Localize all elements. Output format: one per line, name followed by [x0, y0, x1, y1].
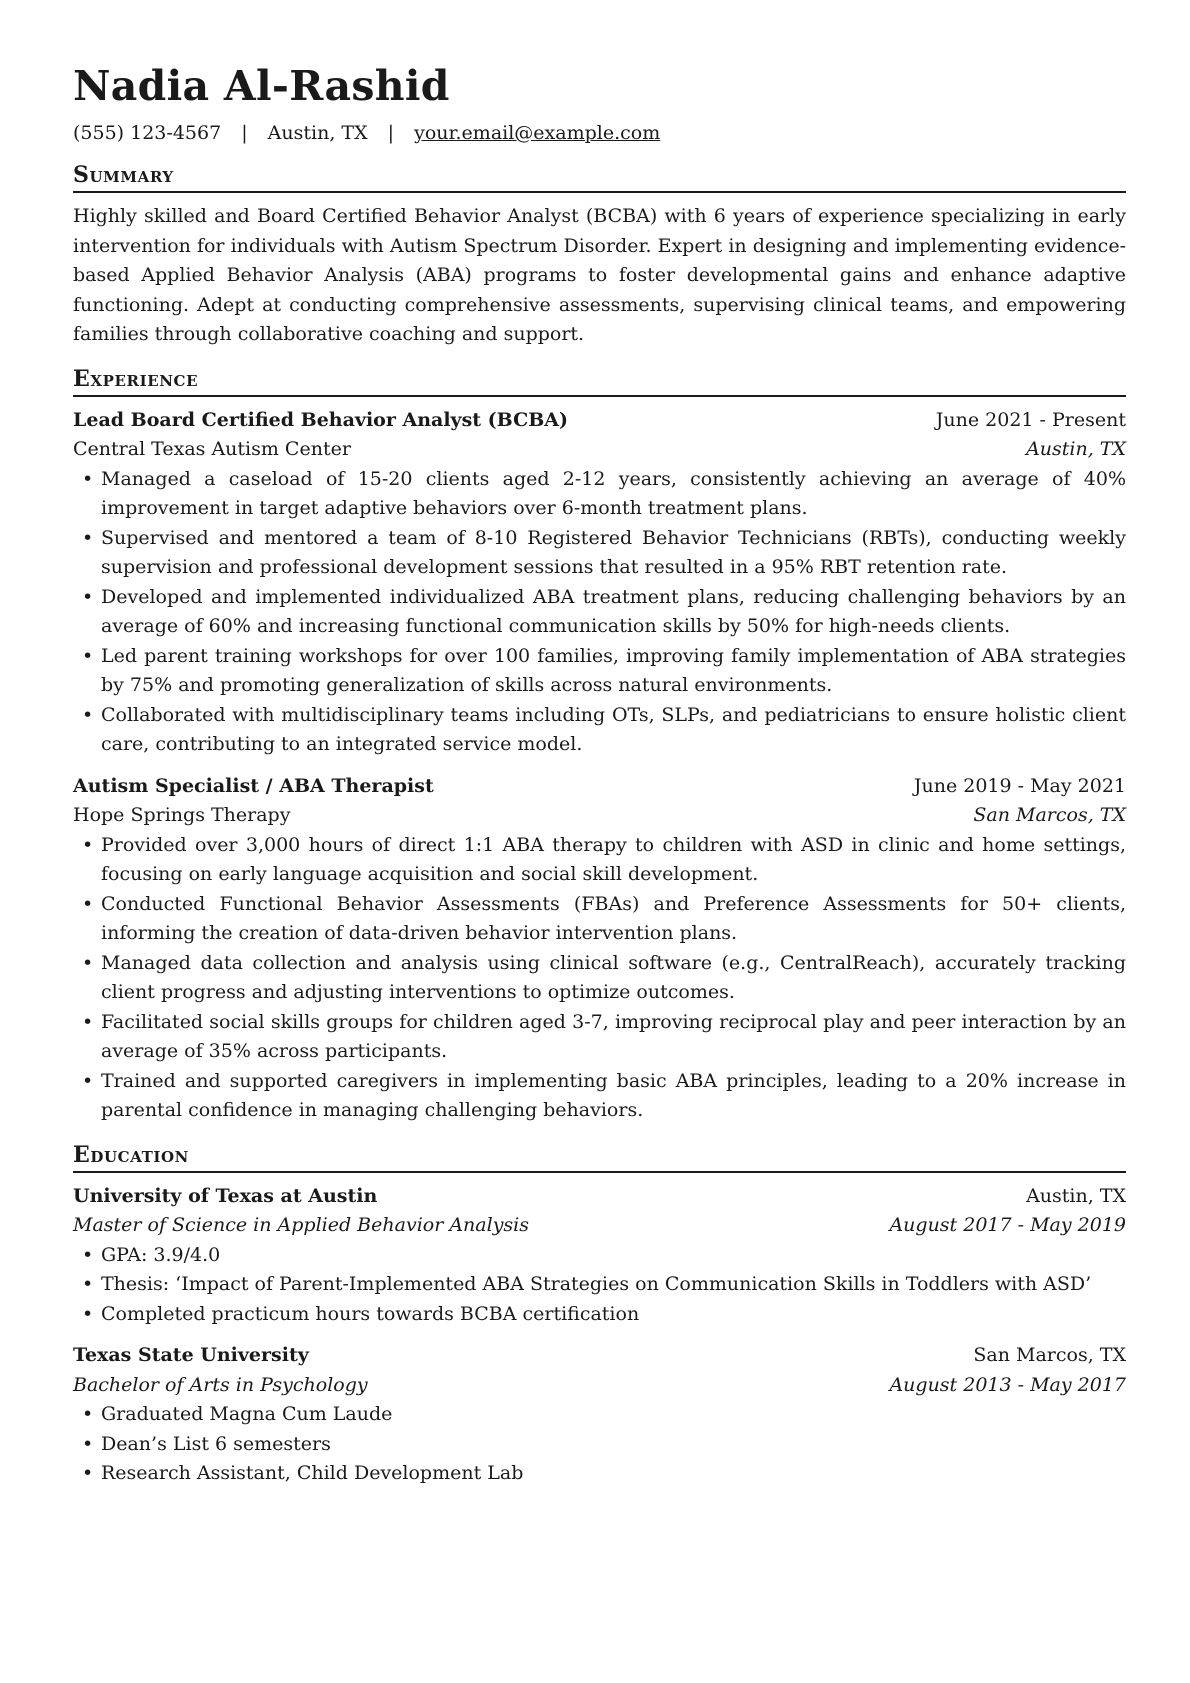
section-title-education: Education — [73, 1141, 1126, 1173]
section-title-summary: Summary — [73, 161, 1126, 193]
job-dates: June 2021 - Present — [935, 408, 1126, 431]
bullet-item — [73, 1459, 1126, 1489]
bullet-text: Research Assistant, Child Development Lab — [101, 1462, 524, 1484]
summary-text: Highly skilled and Board Certified Behavior Analyst (BCBA) with 6 years of experience specializing in early intervention for individuals with Autism Spectrum Disorder. Expert in designing and implementing evidence-based Applied Behavior Analysis (ABA) programs to foster developmental gains and enhance adaptive functioning. Adept at conducting comprehensive assessments, supervising clinical teams, and empowering families through collaborative coaching and support. — [73, 205, 1126, 345]
candidate-name: Nadia Al-Rashid — [73, 62, 450, 110]
bullet-item — [73, 1400, 1126, 1430]
location: Austin, TX — [267, 122, 368, 144]
company-name: Hope Springs Therapy — [73, 804, 291, 826]
bullet-dot-icon: • — [82, 1403, 94, 1425]
bullet-text: Managed data collection and analysis using clinical software (e.g., CentralReach), accurately tracking client progress and adjusting interventions to optimize outcomes. — [101, 951, 1126, 1003]
experience-section — [73, 365, 1126, 1126]
bullet-dot-icon: • — [82, 1432, 94, 1455]
education-bullets — [73, 1241, 1126, 1330]
job-title: Autism Specialist / ABA Therapist — [73, 774, 434, 797]
school-location: Austin, TX — [1026, 1184, 1126, 1207]
bullet-item — [73, 1067, 1126, 1126]
bullet-dot-icon: • — [82, 1010, 94, 1033]
bullet-item — [73, 1430, 1126, 1460]
resume-content — [73, 62, 1126, 1489]
bullet-text: Dean’s List 6 semesters — [101, 1432, 331, 1455]
bullet-text: Thesis: ‘Impact of Parent-Implemented ABA Strategies on Communication Skills in Toddlers with ASD’ — [101, 1273, 1092, 1295]
bullet-item — [73, 1241, 1126, 1271]
job-company-row — [73, 801, 1126, 831]
bullet-item — [73, 524, 1126, 583]
bullet-dot-icon: • — [82, 467, 94, 490]
bullet-item — [73, 583, 1126, 642]
bullet-dot-icon: • — [82, 1069, 94, 1092]
school-location: San Marcos, TX — [973, 1344, 1126, 1366]
company-name: Central Texas Autism Center — [73, 438, 351, 460]
job-bullets — [73, 831, 1126, 1126]
contact-separator: | — [241, 122, 248, 144]
job-location: San Marcos, TX — [973, 804, 1126, 826]
bullet-dot-icon: • — [82, 644, 94, 667]
education-section — [73, 1141, 1126, 1489]
section-title-experience: Experience — [73, 365, 1126, 397]
bullet-text: Managed a caseload of 15-20 clients aged 2-12 years, consistently achieving an average of 40% improvement in target adaptive behaviors over 6-month treatment plans. — [101, 467, 1126, 519]
bullet-dot-icon: • — [82, 892, 94, 915]
bullet-text: Trained and supported caregivers in implementing basic ABA principles, leading to a 20% increase in parental confidence in managing challenging behaviors. — [101, 1069, 1126, 1121]
degree-name: Bachelor of Arts in Psychology — [73, 1373, 368, 1396]
job-title: Lead Board Certified Behavior Analyst (BCBA) — [73, 408, 568, 431]
bullet-text: Graduated Magna Cum Laude — [101, 1403, 393, 1425]
bullet-text: Provided over 3,000 hours of direct 1:1 ABA therapy to children with ASD in clinic and home settings, focusing on early language acquisition and social skill development. — [101, 833, 1126, 885]
bullet-dot-icon: • — [82, 585, 94, 608]
bullet-dot-icon: • — [82, 1462, 94, 1484]
bullet-dot-icon: • — [82, 526, 94, 549]
degree-dates: August 2013 - May 2017 — [889, 1373, 1126, 1396]
job-location: Austin, TX — [1026, 438, 1126, 460]
bullet-dot-icon: • — [82, 951, 94, 974]
bullet-dot-icon: • — [82, 1302, 94, 1325]
contact-separator: | — [387, 122, 395, 144]
bullet-item — [73, 1300, 1126, 1330]
bullet-text: Led parent training workshops for over 100 families, improving family implementation of ABA strategies by 75% and promoting generalization of skills across natural environments. — [101, 644, 1126, 696]
bullet-item — [73, 1008, 1126, 1067]
bullet-text: Completed practicum hours towards BCBA certification — [101, 1302, 640, 1325]
bullet-item — [73, 1270, 1126, 1300]
bullet-item — [73, 642, 1126, 701]
school-name: Texas State University — [73, 1344, 309, 1366]
bullet-dot-icon: • — [82, 1273, 94, 1295]
school-header-row — [73, 1341, 1126, 1371]
job-bullets — [73, 465, 1126, 760]
degree-row — [73, 1211, 1126, 1241]
bullet-dot-icon: • — [82, 703, 94, 726]
job-entry — [73, 772, 1126, 1126]
bullet-text: Supervised and mentored a team of 8-10 Registered Behavior Technicians (RBTs), conducting weekly supervision and professional development sessions that resulted in a 95% RBT retention rate. — [101, 526, 1126, 578]
job-entry — [73, 406, 1126, 760]
job-header-row — [73, 406, 1126, 436]
job-company-row — [73, 435, 1126, 465]
school-header-row — [73, 1182, 1126, 1212]
summary-section — [73, 161, 1126, 350]
degree-row — [73, 1371, 1126, 1401]
bullet-dot-icon: • — [82, 1243, 94, 1266]
education-entry — [73, 1341, 1126, 1489]
job-header-row — [73, 772, 1126, 802]
bullet-text: GPA: 3.9/4.0 — [101, 1243, 221, 1266]
job-dates: June 2019 - May 2021 — [913, 774, 1126, 797]
bullet-text: Developed and implemented individualized ABA treatment plans, reducing challenging behaviors by an average of 60% and increasing functional communication skills by 50% for high-needs clients. — [101, 585, 1126, 637]
bullet-item — [73, 465, 1126, 524]
bullet-item — [73, 890, 1126, 949]
bullet-text: Conducted Functional Behavior Assessments (FBAs) and Preference Assessments for 50+ clients, informing the creation of data-driven behavior intervention plans. — [101, 892, 1126, 944]
bullet-text: Collaborated with multidisciplinary teams including OTs, SLPs, and pediatricians to ensure holistic client care, contributing to an integrated service model. — [101, 703, 1126, 755]
bullet-text: Facilitated social skills groups for children aged 3-7, improving reciprocal play and peer interaction by an average of 35% across participants. — [101, 1010, 1126, 1062]
phone-number: (555) 123-4567 — [73, 122, 222, 144]
school-name: University of Texas at Austin — [73, 1184, 378, 1207]
contact-line — [73, 120, 1126, 146]
bullet-item — [73, 701, 1126, 760]
degree-dates: August 2017 - May 2019 — [889, 1214, 1126, 1236]
bullet-item — [73, 949, 1126, 1008]
degree-name: Master of Science in Applied Behavior Analysis — [73, 1214, 529, 1236]
education-bullets — [73, 1400, 1126, 1489]
education-entry — [73, 1182, 1126, 1330]
bullet-item — [73, 831, 1126, 890]
bullet-dot-icon: • — [82, 833, 94, 856]
email-link[interactable]: your.email@example.com — [414, 122, 661, 144]
